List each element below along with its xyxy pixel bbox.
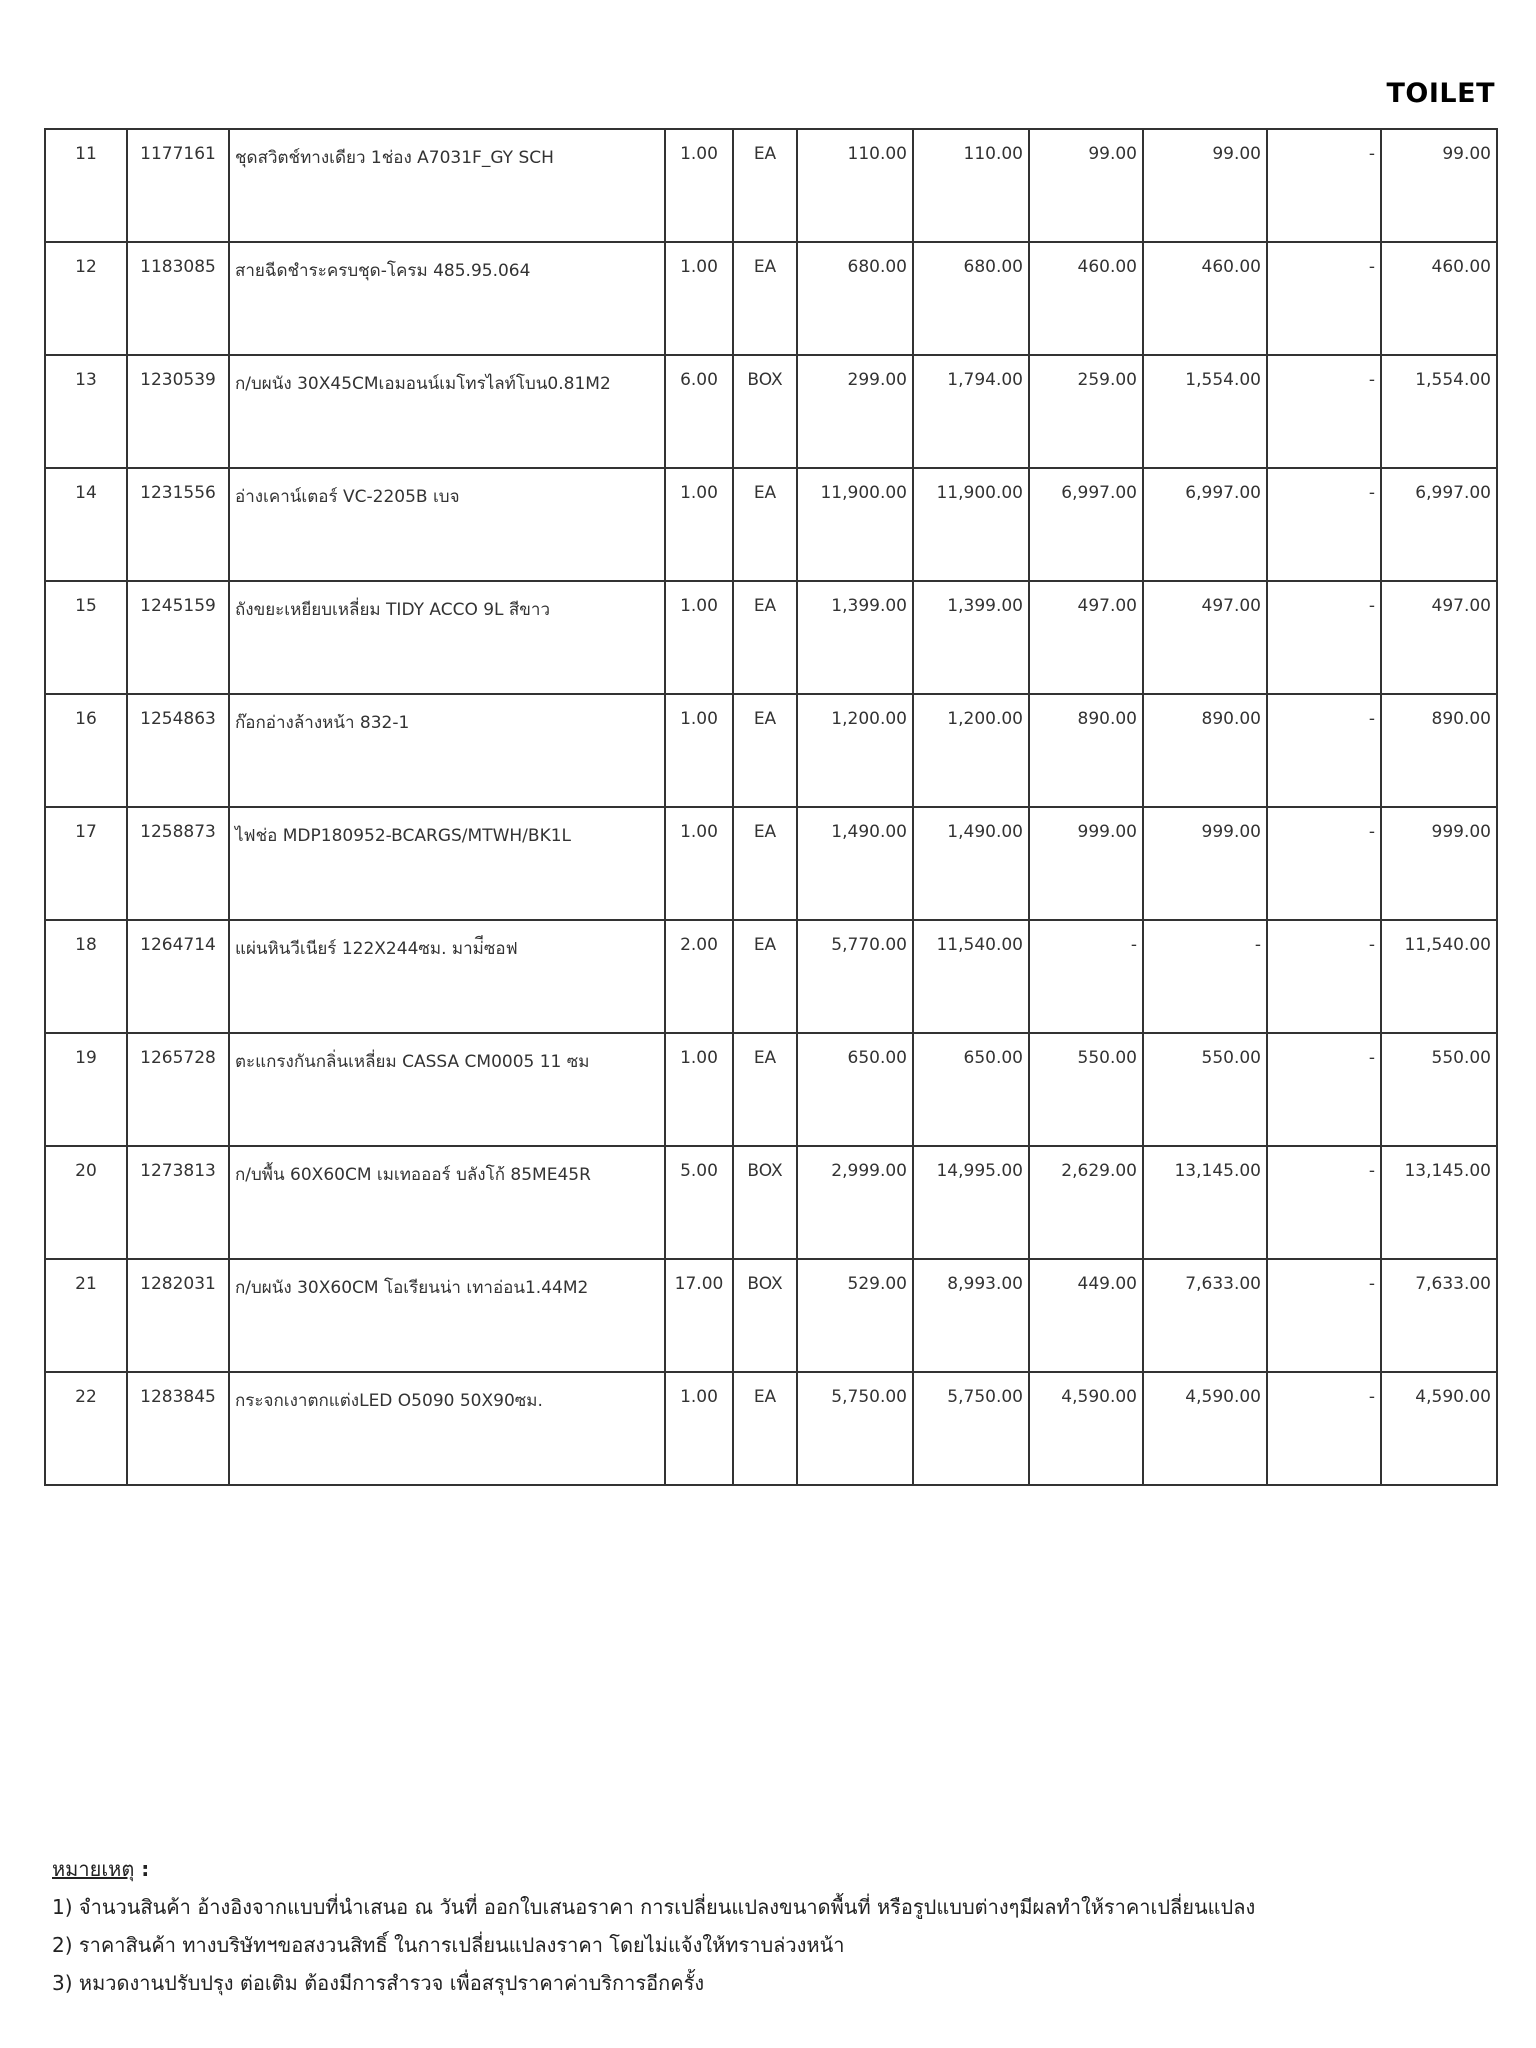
cell-unit-price: 110.00 xyxy=(797,129,913,242)
items-table xyxy=(44,128,1498,1486)
cell-net-price: 550.00 xyxy=(1029,1033,1143,1146)
table-row xyxy=(45,807,1497,920)
table-row xyxy=(45,1259,1497,1372)
cell-total: 99.00 xyxy=(1381,129,1497,242)
cell-net-price: - xyxy=(1029,920,1143,1033)
note-line-1: 1) จำนวนสินค้า อ้างอิงจากแบบที่นำเสนอ ณ วันที่ ออกใบเสนอราคา การเปลี่ยนแปลงขนาดพื้นที่ หรือรูปแบบต่างๆมีผลทำให้ราคาเปลี่ยนแปลง xyxy=(52,1895,1256,1919)
cell-net-price: 2,629.00 xyxy=(1029,1146,1143,1259)
notes-colon: : xyxy=(134,1857,150,1881)
cell-discount: - xyxy=(1267,1146,1381,1259)
cell-discount: - xyxy=(1267,1033,1381,1146)
table-row xyxy=(45,694,1497,807)
table-row xyxy=(45,468,1497,581)
cell-unit: EA xyxy=(733,807,797,920)
cell-quantity: 1.00 xyxy=(665,468,733,581)
cell-net-price: 449.00 xyxy=(1029,1259,1143,1372)
cell-description: ตะแกรงกันกลิ่นเหลี่ยม CASSA CM0005 11 ซม xyxy=(229,1033,665,1146)
cell-discount: - xyxy=(1267,581,1381,694)
cell-item-no: 11 xyxy=(45,129,127,242)
cell-unit: EA xyxy=(733,1033,797,1146)
cell-quantity: 1.00 xyxy=(665,129,733,242)
cell-net-price: 4,590.00 xyxy=(1029,1372,1143,1485)
cell-discount: - xyxy=(1267,355,1381,468)
cell-unit-price: 2,999.00 xyxy=(797,1146,913,1259)
cell-unit-price: 5,750.00 xyxy=(797,1372,913,1485)
cell-item-no: 17 xyxy=(45,807,127,920)
cell-total: 890.00 xyxy=(1381,694,1497,807)
cell-description: ถังขยะเหยียบเหลี่ยม TIDY ACCO 9L สีขาว xyxy=(229,581,665,694)
cell-net-amount: - xyxy=(1143,920,1267,1033)
cell-discount: - xyxy=(1267,807,1381,920)
notes-title xyxy=(52,1850,1255,1888)
cell-product-code: 1231556 xyxy=(127,468,229,581)
cell-discount: - xyxy=(1267,129,1381,242)
cell-unit: EA xyxy=(733,129,797,242)
cell-discount: - xyxy=(1267,1372,1381,1485)
cell-item-no: 13 xyxy=(45,355,127,468)
cell-product-code: 1230539 xyxy=(127,355,229,468)
cell-unit: EA xyxy=(733,242,797,355)
cell-description: สายฉีดชำระครบชุด-โครม 485.95.064 xyxy=(229,242,665,355)
cell-unit: BOX xyxy=(733,1259,797,1372)
cell-unit-price: 529.00 xyxy=(797,1259,913,1372)
table-body xyxy=(45,129,1497,1485)
cell-item-no: 18 xyxy=(45,920,127,1033)
cell-discount: - xyxy=(1267,1259,1381,1372)
cell-product-code: 1258873 xyxy=(127,807,229,920)
cell-amount: 680.00 xyxy=(913,242,1029,355)
cell-net-price: 6,997.00 xyxy=(1029,468,1143,581)
table-row xyxy=(45,920,1497,1033)
cell-net-price: 890.00 xyxy=(1029,694,1143,807)
cell-unit: EA xyxy=(733,694,797,807)
cell-unit-price: 1,490.00 xyxy=(797,807,913,920)
cell-quantity: 5.00 xyxy=(665,1146,733,1259)
cell-product-code: 1183085 xyxy=(127,242,229,355)
cell-net-price: 497.00 xyxy=(1029,581,1143,694)
cell-total: 13,145.00 xyxy=(1381,1146,1497,1259)
cell-amount: 1,794.00 xyxy=(913,355,1029,468)
cell-unit: BOX xyxy=(733,1146,797,1259)
cell-unit: EA xyxy=(733,468,797,581)
table-row xyxy=(45,355,1497,468)
notes-section xyxy=(52,1850,1255,2002)
cell-description: ก/บผนัง 30X45CMเอมอนน์เมโทรไลท์โบน0.81M2 xyxy=(229,355,665,468)
cell-amount: 110.00 xyxy=(913,129,1029,242)
cell-quantity: 1.00 xyxy=(665,1372,733,1485)
cell-total: 7,633.00 xyxy=(1381,1259,1497,1372)
cell-discount: - xyxy=(1267,694,1381,807)
cell-quantity: 1.00 xyxy=(665,1033,733,1146)
cell-net-amount: 999.00 xyxy=(1143,807,1267,920)
cell-product-code: 1265728 xyxy=(127,1033,229,1146)
cell-unit-price: 11,900.00 xyxy=(797,468,913,581)
cell-product-code: 1283845 xyxy=(127,1372,229,1485)
cell-net-amount: 550.00 xyxy=(1143,1033,1267,1146)
cell-total: 4,590.00 xyxy=(1381,1372,1497,1485)
note-line-3: 3) หมวดงานปรับปรุง ต่อเติม ต้องมีการสำรวจ เพื่อสรุปราคาค่าบริการอีกครั้ง xyxy=(52,1971,705,1995)
cell-product-code: 1177161 xyxy=(127,129,229,242)
cell-amount: 1,200.00 xyxy=(913,694,1029,807)
note-line-2: 2) ราคาสินค้า ทางบริษัทฯขอสงวนสิทธิ์ ในการเปลี่ยนแปลงราคา โดยไม่แจ้งให้ทราบล่วงหน้า xyxy=(52,1933,845,1957)
cell-product-code: 1245159 xyxy=(127,581,229,694)
cell-discount: - xyxy=(1267,468,1381,581)
cell-quantity: 6.00 xyxy=(665,355,733,468)
cell-amount: 14,995.00 xyxy=(913,1146,1029,1259)
cell-description: ไฟช่อ MDP180952-BCARGS/MTWH/BK1L xyxy=(229,807,665,920)
cell-net-amount: 460.00 xyxy=(1143,242,1267,355)
cell-quantity: 17.00 xyxy=(665,1259,733,1372)
cell-unit: EA xyxy=(733,581,797,694)
cell-description: อ่างเคาน์เตอร์ VC-2205B เบจ xyxy=(229,468,665,581)
cell-description: ก/บพื้น 60X60CM เมเทอออร์ บลังโก้ 85ME45R xyxy=(229,1146,665,1259)
cell-total: 497.00 xyxy=(1381,581,1497,694)
cell-quantity: 1.00 xyxy=(665,242,733,355)
table-row xyxy=(45,1146,1497,1259)
cell-item-no: 12 xyxy=(45,242,127,355)
cell-net-amount: 4,590.00 xyxy=(1143,1372,1267,1485)
cell-unit-price: 1,200.00 xyxy=(797,694,913,807)
cell-item-no: 20 xyxy=(45,1146,127,1259)
cell-product-code: 1282031 xyxy=(127,1259,229,1372)
cell-item-no: 14 xyxy=(45,468,127,581)
cell-unit-price: 5,770.00 xyxy=(797,920,913,1033)
cell-quantity: 2.00 xyxy=(665,920,733,1033)
cell-product-code: 1254863 xyxy=(127,694,229,807)
cell-discount: - xyxy=(1267,920,1381,1033)
cell-unit: EA xyxy=(733,920,797,1033)
cell-amount: 5,750.00 xyxy=(913,1372,1029,1485)
cell-unit-price: 650.00 xyxy=(797,1033,913,1146)
cell-net-amount: 497.00 xyxy=(1143,581,1267,694)
cell-item-no: 15 xyxy=(45,581,127,694)
cell-item-no: 19 xyxy=(45,1033,127,1146)
cell-total: 6,997.00 xyxy=(1381,468,1497,581)
cell-quantity: 1.00 xyxy=(665,581,733,694)
page-title: TOILET xyxy=(1386,78,1495,109)
notes-heading: หมายเหตุ xyxy=(52,1857,135,1881)
cell-description: แผ่นหินวีเนียร์ 122X244ซม. มาม่ีซอฟ xyxy=(229,920,665,1033)
cell-amount: 1,490.00 xyxy=(913,807,1029,920)
cell-net-amount: 13,145.00 xyxy=(1143,1146,1267,1259)
cell-amount: 1,399.00 xyxy=(913,581,1029,694)
cell-net-amount: 7,633.00 xyxy=(1143,1259,1267,1372)
cell-description: ชุดสวิตช์ทางเดียว 1ช่อง A7031F_GY SCH xyxy=(229,129,665,242)
cell-net-price: 259.00 xyxy=(1029,355,1143,468)
cell-description: ก๊อกอ่างล้างหน้า 832-1 xyxy=(229,694,665,807)
table-row xyxy=(45,581,1497,694)
cell-product-code: 1264714 xyxy=(127,920,229,1033)
table-row xyxy=(45,129,1497,242)
cell-unit-price: 1,399.00 xyxy=(797,581,913,694)
cell-discount: - xyxy=(1267,242,1381,355)
cell-quantity: 1.00 xyxy=(665,807,733,920)
cell-product-code: 1273813 xyxy=(127,1146,229,1259)
cell-unit: BOX xyxy=(733,355,797,468)
cell-net-amount: 6,997.00 xyxy=(1143,468,1267,581)
cell-total: 460.00 xyxy=(1381,242,1497,355)
cell-amount: 650.00 xyxy=(913,1033,1029,1146)
cell-amount: 8,993.00 xyxy=(913,1259,1029,1372)
cell-unit-price: 299.00 xyxy=(797,355,913,468)
cell-item-no: 21 xyxy=(45,1259,127,1372)
cell-net-amount: 1,554.00 xyxy=(1143,355,1267,468)
cell-item-no: 22 xyxy=(45,1372,127,1485)
cell-total: 11,540.00 xyxy=(1381,920,1497,1033)
table-row xyxy=(45,242,1497,355)
cell-amount: 11,900.00 xyxy=(913,468,1029,581)
cell-total: 550.00 xyxy=(1381,1033,1497,1146)
cell-quantity: 1.00 xyxy=(665,694,733,807)
cell-net-price: 99.00 xyxy=(1029,129,1143,242)
cell-total: 1,554.00 xyxy=(1381,355,1497,468)
table-row xyxy=(45,1372,1497,1485)
cell-amount: 11,540.00 xyxy=(913,920,1029,1033)
cell-unit: EA xyxy=(733,1372,797,1485)
cell-net-price: 460.00 xyxy=(1029,242,1143,355)
cell-item-no: 16 xyxy=(45,694,127,807)
cell-net-price: 999.00 xyxy=(1029,807,1143,920)
cell-description: ก/บผนัง 30X60CM โอเรียนน่า เทาอ่อน1.44M2 xyxy=(229,1259,665,1372)
cell-unit-price: 680.00 xyxy=(797,242,913,355)
table-row xyxy=(45,1033,1497,1146)
cell-description: กระจกเงาตกแต่งLED O5090 50X90ซม. xyxy=(229,1372,665,1485)
cell-total: 999.00 xyxy=(1381,807,1497,920)
cell-net-amount: 890.00 xyxy=(1143,694,1267,807)
cell-net-amount: 99.00 xyxy=(1143,129,1267,242)
